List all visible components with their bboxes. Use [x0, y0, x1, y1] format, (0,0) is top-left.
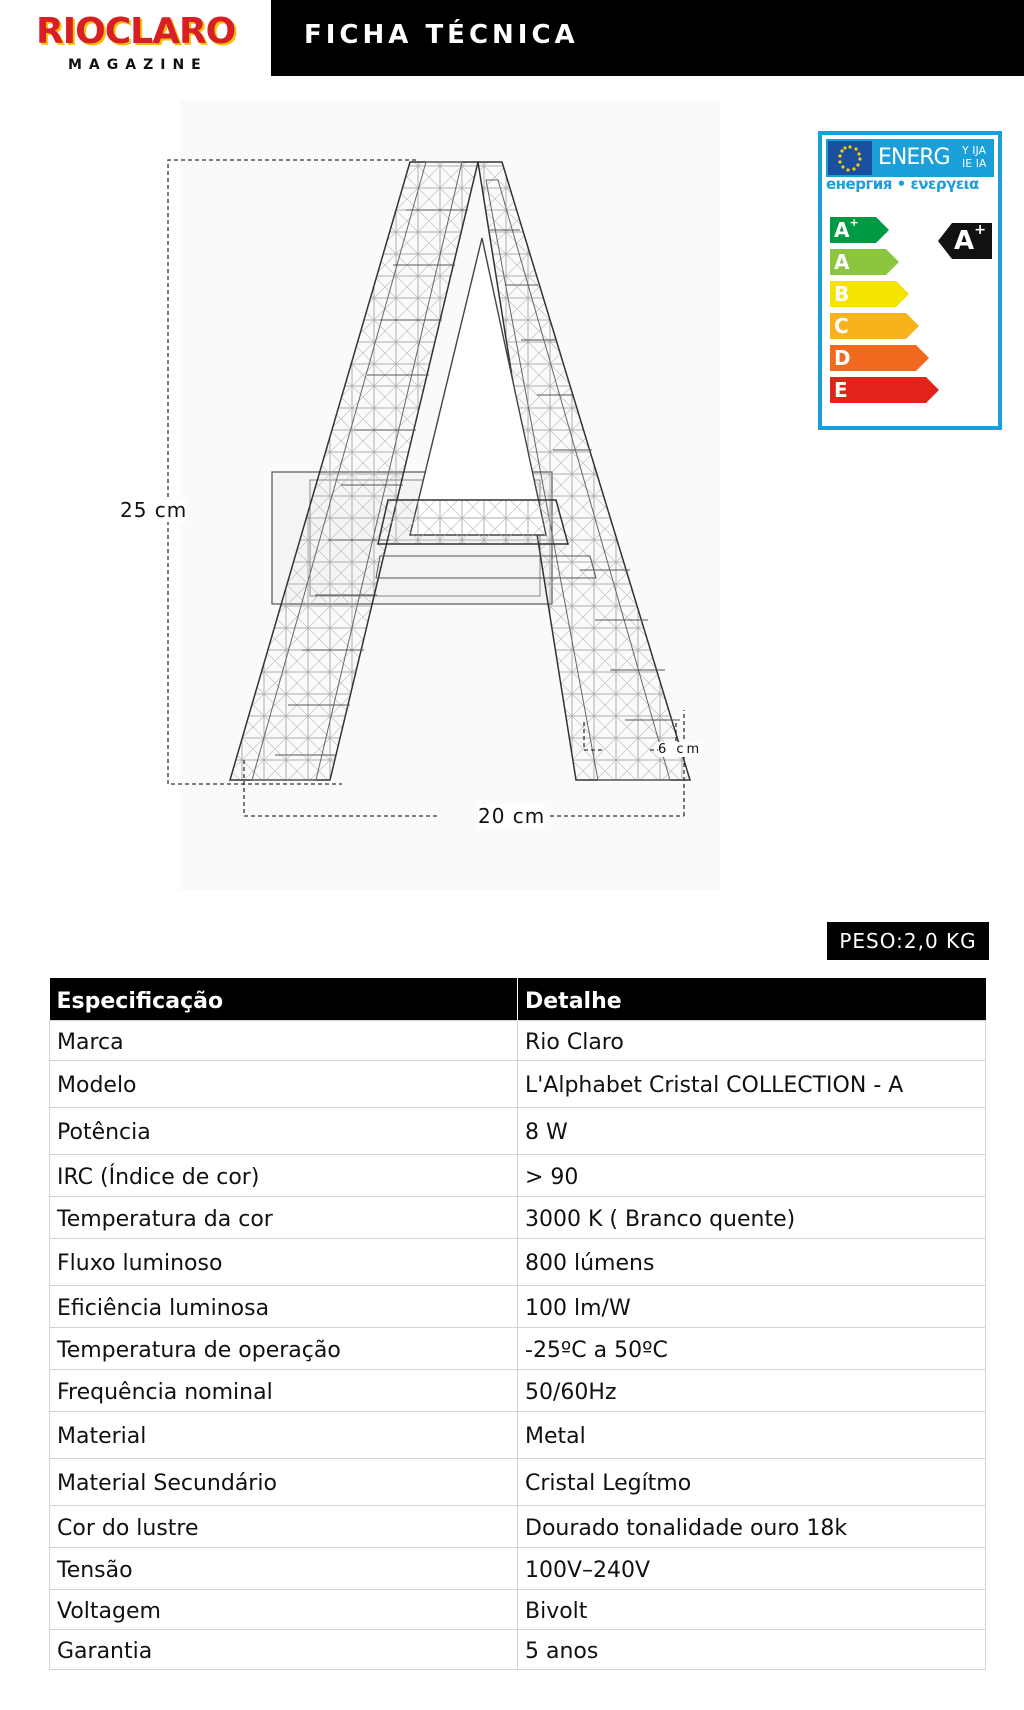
spec-name-cell: Temperatura da cor — [50, 1196, 518, 1238]
logo-wordmark: RIOCLARO — [36, 11, 236, 52]
spec-detail-cell: 8 W — [518, 1107, 986, 1154]
spec-name-cell: Cor do lustre — [50, 1505, 518, 1547]
spec-detail-cell: 3000 K ( Branco quente) — [518, 1196, 986, 1238]
spec-name-cell: IRC (Índice de cor) — [50, 1154, 518, 1196]
table-row — [50, 1411, 986, 1458]
spec-name-cell: Potência — [50, 1107, 518, 1154]
title-bar — [271, 0, 1024, 76]
spec-detail-cell: Rio Claro — [518, 1020, 986, 1060]
table-row — [50, 1196, 986, 1238]
weight-badge: PESO:2,0 KG — [827, 922, 989, 960]
spec-table — [49, 978, 986, 1670]
spec-detail-cell: 800 lúmens — [518, 1238, 986, 1285]
product-drawing — [110, 100, 800, 900]
table-row — [50, 1505, 986, 1547]
table-row — [50, 1285, 986, 1327]
spec-name-cell: Garantia — [50, 1629, 518, 1669]
table-row — [50, 1589, 986, 1629]
energy-class-bar: B — [830, 281, 896, 307]
height-dimension-label: 25 cm — [120, 498, 188, 522]
table-row — [50, 1107, 986, 1154]
table-row — [50, 1458, 986, 1505]
energy-class-bar: D — [830, 345, 916, 371]
energy-label-header — [826, 139, 994, 177]
page-title: FICHA TÉCNICA — [304, 20, 579, 50]
spec-name-cell: Marca — [50, 1020, 518, 1060]
energy-label — [818, 131, 1002, 430]
column-header-detail: Detalhe — [518, 978, 986, 1020]
spec-detail-cell: 100V–240V — [518, 1547, 986, 1589]
energy-word: ENERG — [878, 145, 950, 170]
spec-name-cell: Material — [50, 1411, 518, 1458]
column-header-spec: Especificação — [50, 978, 518, 1020]
crossbar — [378, 500, 568, 544]
energy-languages: енергия • ενεργεια — [826, 175, 979, 193]
energy-suffix: Y IJA IE IA — [962, 144, 987, 170]
spec-detail-cell: Cristal Legítmo — [518, 1458, 986, 1505]
spec-name-cell: Modelo — [50, 1060, 518, 1107]
width-dimension-label: 20 cm — [478, 804, 546, 828]
rioclaro-logo[interactable] — [36, 11, 246, 73]
header — [0, 0, 1024, 76]
eu-flag-icon — [828, 141, 872, 175]
spec-name-cell: Tensão — [50, 1547, 518, 1589]
table-row — [50, 1369, 986, 1411]
depth-dimension-label: 6 cm — [658, 742, 703, 757]
energy-rating-arrow: A+ — [938, 223, 992, 259]
spec-detail-cell: 100 lm/W — [518, 1285, 986, 1327]
spec-name-cell: Material Secundário — [50, 1458, 518, 1505]
spec-detail-cell: Bivolt — [518, 1589, 986, 1629]
energy-class-bar: E — [830, 377, 926, 403]
table-row — [50, 1238, 986, 1285]
spec-name-cell: Fluxo luminoso — [50, 1238, 518, 1285]
energy-class-bar: A — [830, 249, 886, 275]
table-row — [50, 1327, 986, 1369]
table-row — [50, 1629, 986, 1669]
spec-detail-cell: 5 anos — [518, 1629, 986, 1669]
spec-name-cell: Frequência nominal — [50, 1369, 518, 1411]
spec-detail-cell: L'Alphabet Cristal COLLECTION - A — [518, 1060, 986, 1107]
logo-subtitle: MAGAZINE — [68, 57, 208, 73]
energy-class-bar: A+ — [830, 217, 876, 243]
spec-detail-cell: 50/60Hz — [518, 1369, 986, 1411]
spec-detail-cell: Dourado tonalidade ouro 18k — [518, 1505, 986, 1547]
spec-detail-cell: -25ºC a 50ºC — [518, 1327, 986, 1369]
table-row — [50, 1547, 986, 1589]
spec-detail-cell: Metal — [518, 1411, 986, 1458]
table-row — [50, 1020, 986, 1060]
spec-name-cell: Eficiência luminosa — [50, 1285, 518, 1327]
letter-a-lamp-drawing — [110, 100, 800, 900]
spec-name-cell: Voltagem — [50, 1589, 518, 1629]
spec-detail-cell: > 90 — [518, 1154, 986, 1196]
energy-class-bar: C — [830, 313, 906, 339]
table-row — [50, 1060, 986, 1107]
table-row — [50, 1154, 986, 1196]
table-header-row — [50, 978, 986, 1020]
spec-name-cell: Temperatura de operação — [50, 1327, 518, 1369]
